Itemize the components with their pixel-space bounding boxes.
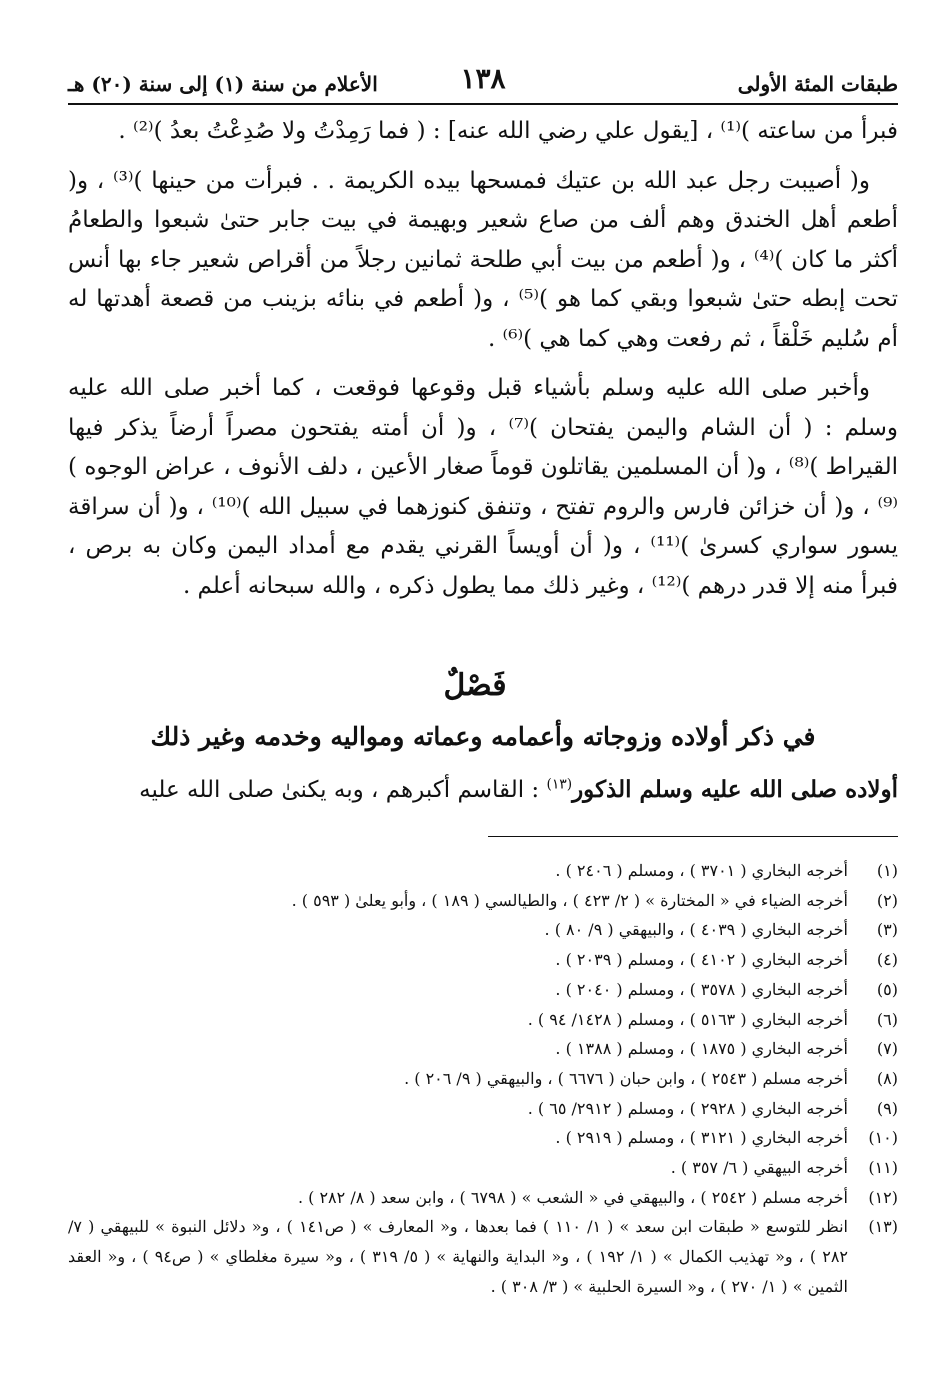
footnote-text: أخرجه البخاري ( ٣١٢١ ) ، ومسلم ( ٢٩١٩ ) . <box>555 1128 848 1148</box>
footnote-number: (٢) <box>876 890 898 910</box>
footnote-number: (١٢) <box>868 1187 898 1207</box>
footnote <box>68 1153 898 1183</box>
paragraph-3: وأخبر صلى الله عليه وسلم بأشياء قبل وقوعها فوقعت ، كما أخبر صلى الله عليه وسلم : ( أن الشام واليمن يفتحان )⁽⁷⁾ ، و( أن أمته يفتحون مصراً أرضاً يذكر فيها القيراط )⁽⁸⁾ ، و( أن المسلمين يقاتلون قوماً صغار الأعين ، دلف الأنوف ، عراض الوجوه )⁽⁹⁾ ، و( أن خزائن فارس والروم تفتح ، وتنفق كنوزهما في سبيل الله )⁽¹⁰⁾ ، و( أن سراقة يسور سواري كسرىٰ )⁽¹¹⁾ ، و( أن أويساً القرني يقدم مع أمداد اليمن وكان به برص ، فبرأ منه إلا قدر درهم )⁽¹²⁾ ، وغير ذلك مما يطول ذكره ، والله سبحانه أعلم . <box>68 375 899 599</box>
footnote-text: أخرجه مسلم ( ٢٥٤٣ ) ، وابن حبان ( ٦٦٧٦ ) ، والبيهقي ( ٩/ ٢٠٦ ) . <box>404 1068 848 1088</box>
page-number: ١٣٨ <box>460 62 506 95</box>
footnote-rule <box>488 836 898 837</box>
footnote <box>68 945 898 975</box>
lead-bold: أولاده صلى الله عليه وسلم الذكور <box>572 776 898 803</box>
footnote <box>68 1005 898 1035</box>
footnote-text: أخرجه البخاري ( ٤١٠٢ ) ، ومسلم ( ٢٠٣٩ ) . <box>555 950 848 970</box>
footnote <box>68 1034 898 1064</box>
section-lead <box>68 770 898 810</box>
footnote-number: (١٠) <box>868 1128 898 1148</box>
header-rule <box>68 103 898 105</box>
lead-rest: : القاسم أكبرهم ، وبه يكنىٰ صلى الله عليه <box>139 777 547 803</box>
footnote-number: (١١) <box>868 1158 898 1178</box>
footnote-number: (١) <box>876 861 898 880</box>
footnote-number: (٩) <box>876 1098 898 1118</box>
paragraph-1: فبرأ من ساعته )⁽¹⁾ ، [يقول علي رضي الله عنه] : ( فما رَمِدْتُ ولا صُدِعْتُ بعدُ )⁽²⁾ . <box>118 118 898 144</box>
footnote-text: أخرجه البيهقي ( ٦/ ٣٥٧ ) . <box>670 1158 848 1178</box>
footnote <box>68 915 898 945</box>
footnote-text: أخرجه البخاري ( ٥١٦٣ ) ، ومسلم ( ١٤٢٨/ ٩٤ ) . <box>527 1009 848 1029</box>
footnote-number: (٧) <box>876 1039 898 1059</box>
footnote <box>68 1064 898 1094</box>
footnote-text: أخرجه الضياء في « المختارة » ( ٢/ ٤٢٣ ) ، والطيالسي ( ١٨٩ ) ، وأبو يعلىٰ ( ٥٩٣ ) . <box>291 890 848 910</box>
footnote-number: (٨) <box>876 1068 898 1088</box>
header-subtitle: الأعلام من سنة (١) إلى سنة (٢٠) هـ <box>68 72 378 96</box>
section-title: في ذكر أولاده وزوجاته وأعمامه وعماته ومواليه وخدمه وغير ذلك <box>150 722 816 751</box>
footnote-number: (٥) <box>876 979 898 999</box>
footnote <box>68 1094 898 1124</box>
footnote <box>68 856 898 886</box>
footnote-number: (٤) <box>876 950 898 970</box>
paragraph-2: و( أصيبت رجل عبد الله بن عتيك فمسحها بيده الكريمة . . فبرأت من حينها )⁽³⁾ ، و( أطعم أهل الخندق وهم ألف من صاع شعير وبهيمة في بيت جابر حتىٰ شبعوا والطعامُ أكثر ما كان )⁽⁴⁾ ، و( أطعم من بيت أبي طلحة ثمانين رجلاً من أقراص شعير جاء بها أنس تحت إبطه حتىٰ شبعوا وبقي كما هو )⁽⁵⁾ ، و( أطعم في بنائه بزينب من قصعة أهدتها له أم سُليم خَلْقاً ، ثم رفعت وهي كما هي )⁽⁶⁾ . <box>68 167 898 352</box>
footnote-text: أخرجه البخاري ( ٤٠٣٩ ) ، والبيهقي ( ٩/ ٨٠ ) . <box>544 920 848 940</box>
lead-footnote-ref: (١٣) <box>546 776 573 793</box>
footnote-number: (٦) <box>876 1009 898 1029</box>
section-label: فَصْلٌ <box>443 668 507 703</box>
footnote <box>68 1183 898 1213</box>
footnote-text: أخرجه البخاري ( ٢٩٢٨ ) ، ومسلم ( ٢٩١٢/ ٦٥ ) . <box>527 1098 848 1118</box>
footnote-text: أخرجه مسلم ( ٢٥٤٢ ) ، والبيهقي في « الشعب » ( ٦٧٩٨ ) ، وابن سعد ( ٨/ ٢٨٢ ) . <box>297 1187 848 1207</box>
footnote <box>68 886 898 916</box>
footnote-number: (١٣) <box>868 1217 898 1237</box>
footnotes <box>68 856 898 1302</box>
footnote-text: أخرجه البخاري ( ٣٧٠١ ) ، ومسلم ( ٢٤٠٦ ) . <box>555 861 848 880</box>
footnote-number: (٣) <box>876 920 898 940</box>
footnote-text: انظر للتوسع « طبقات ابن سعد » ( ١/ ١١٠ ) فما بعدها ، و« المعارف » ( ص١٤١ ) ، و« دلائل النبوة » للبيهقي ( ٧/ ٢٨٢ ) ، و« تهذيب الكمال » ( ١/ ١٩٢ ) ، و« البداية والنهاية » ( ٥/ ٣١٩ ) ، و« سيرة مغلطاي » ( ص٩٤ ) ، و« العقد الثمين » ( ١/ ٢٧٠ ) ، و« السيرة الحلبية » ( ٣/ ٣٠٨ ) . <box>68 1217 848 1296</box>
footnote <box>68 975 898 1005</box>
book-title: طبقات المئة الأولى <box>737 72 898 96</box>
footnote-text: أخرجه البخاري ( ٣٥٧٨ ) ، ومسلم ( ٢٠٤٠ ) . <box>555 979 848 999</box>
footnote-text: أخرجه البخاري ( ١٨٧٥ ) ، ومسلم ( ١٣٨٨ ) . <box>555 1039 848 1059</box>
footnote <box>68 1212 898 1301</box>
footnote <box>68 1123 898 1153</box>
main-text <box>68 112 898 606</box>
running-header <box>68 58 898 102</box>
